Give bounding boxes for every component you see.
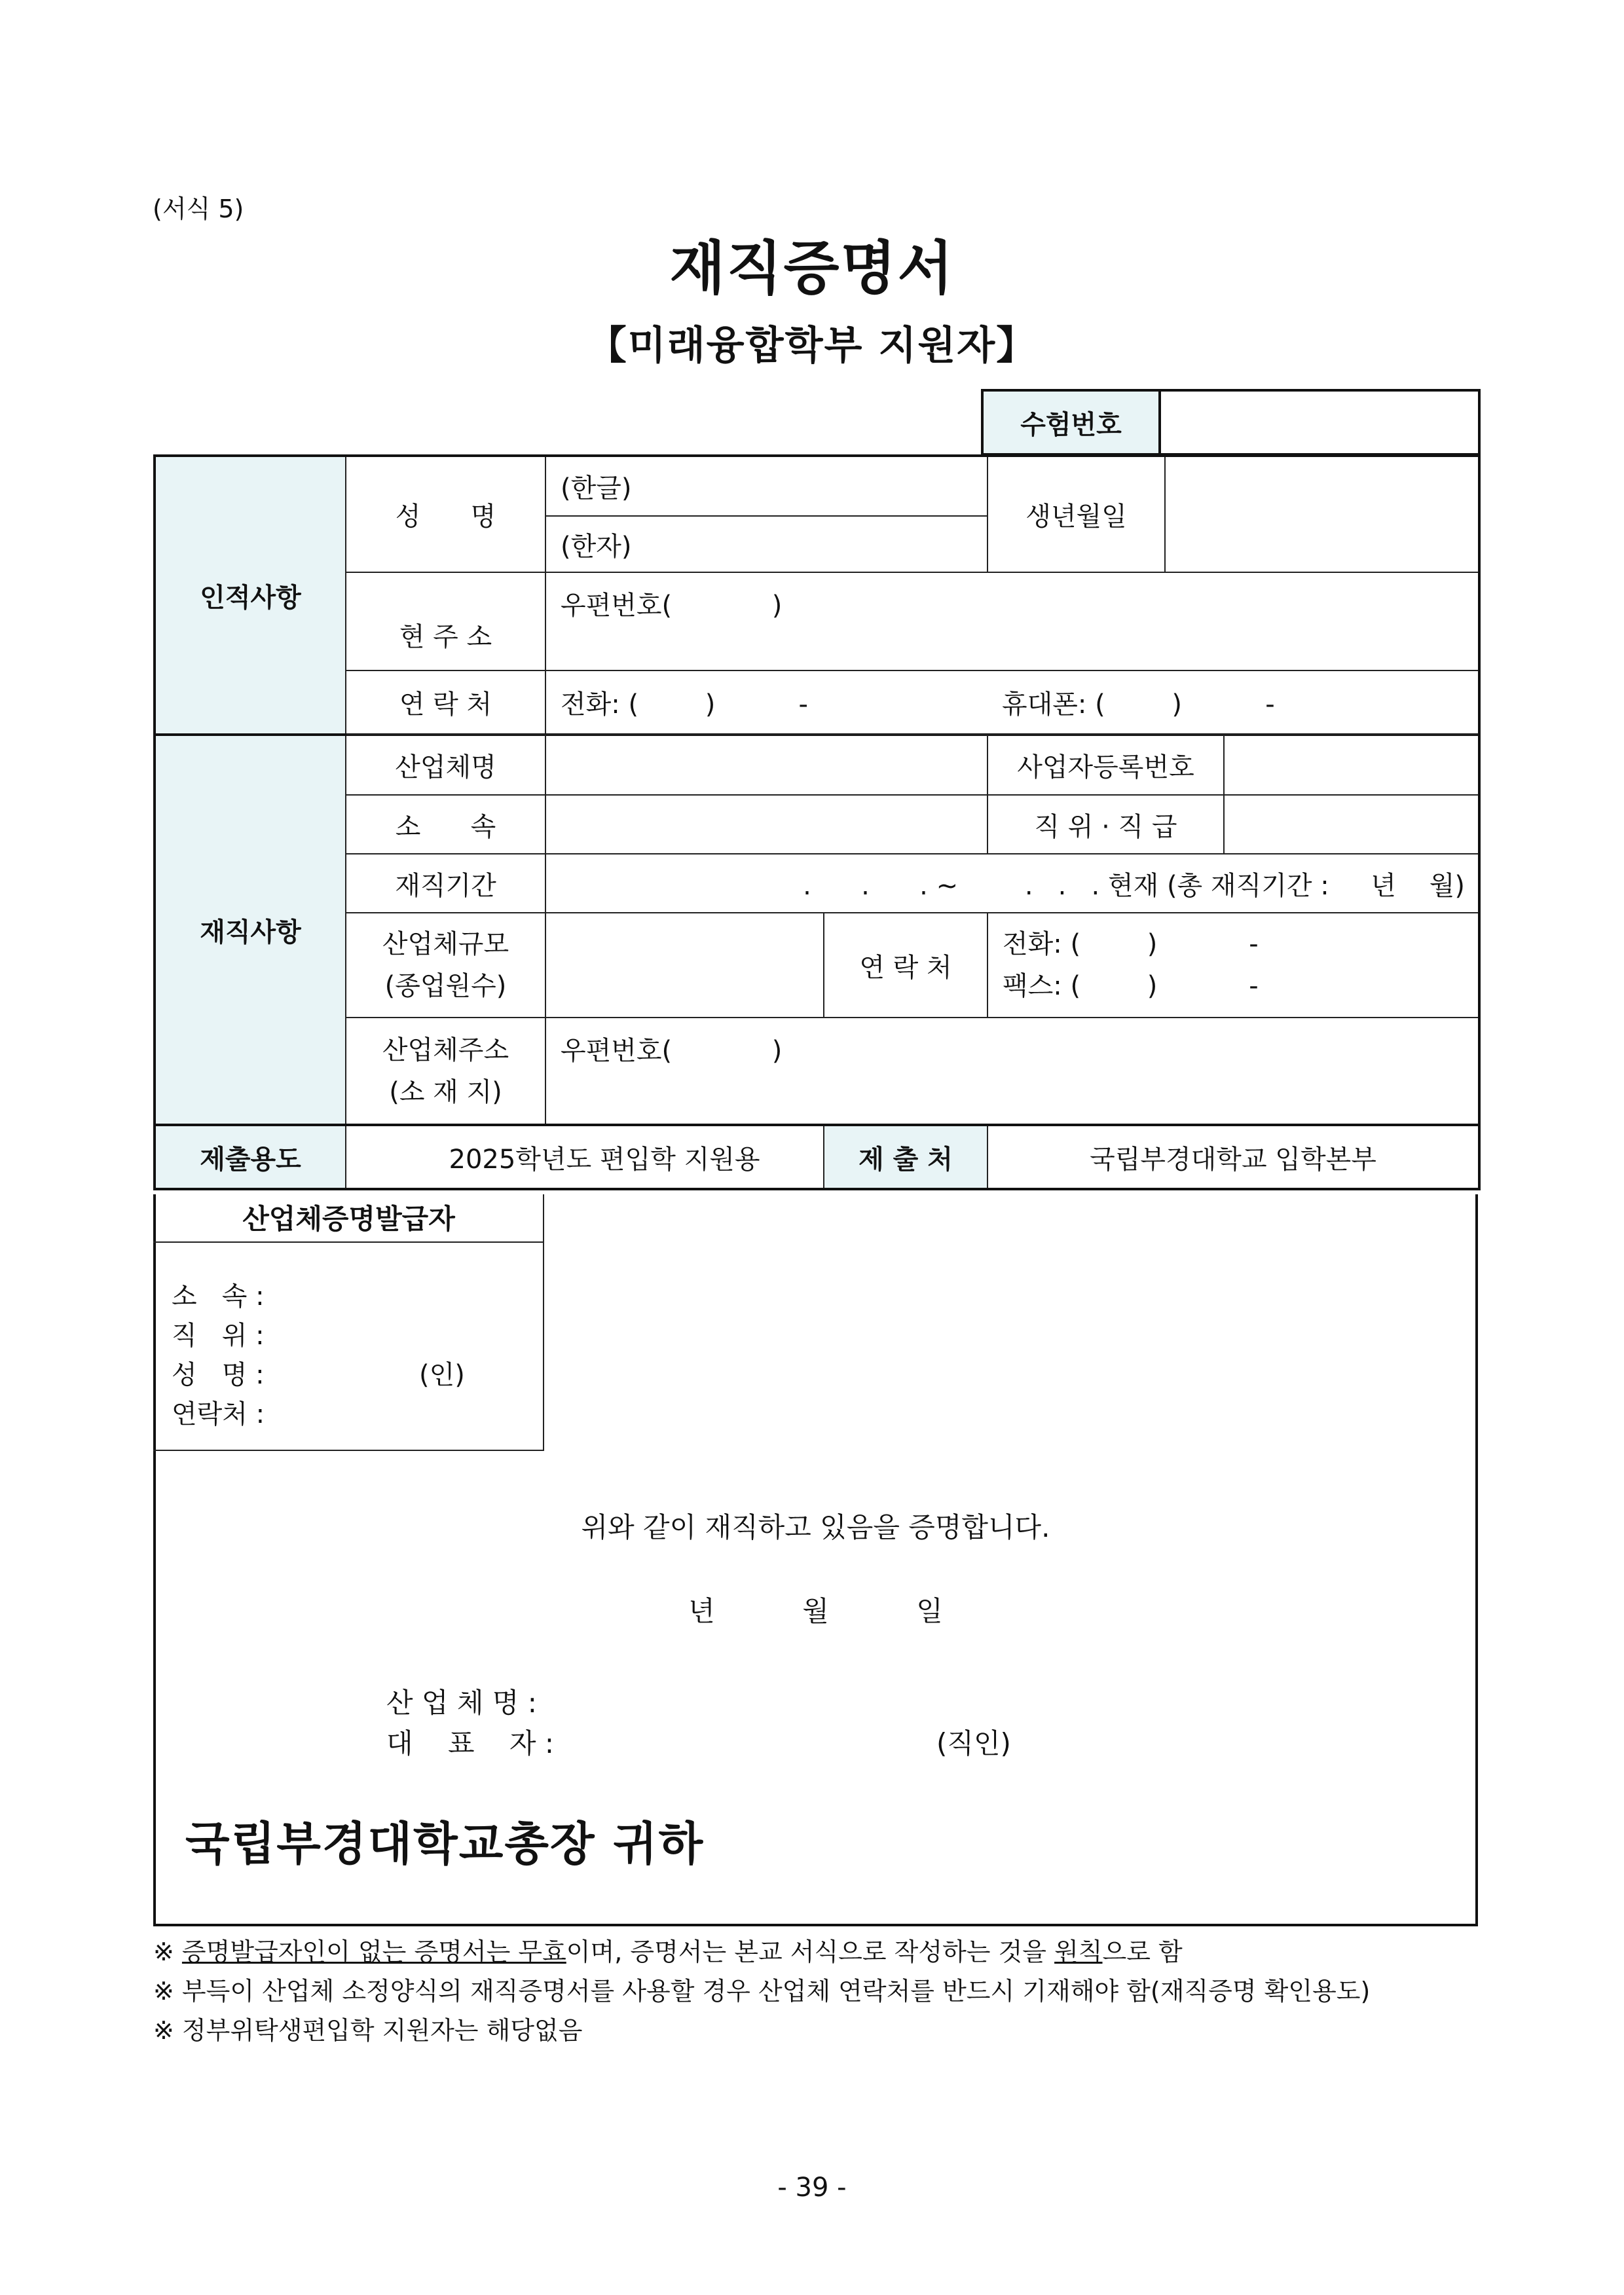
document-title: 재직증명서 <box>669 234 955 302</box>
issuer-name[interactable]: 성 명 : <box>172 1360 265 1390</box>
department-field[interactable] <box>545 795 987 854</box>
form-number-label: (서식 5) <box>153 194 244 223</box>
name-korean-field[interactable]: (한글) <box>545 456 987 516</box>
company-seal: (직인) <box>936 1727 1011 1759</box>
employment-period-label: 재직기간 <box>346 854 545 913</box>
issuer-position[interactable]: 직 위 : <box>172 1321 265 1351</box>
employment-section-header: 재직사항 <box>155 735 346 1125</box>
destination-value: 국립부경대학교 입학본부 <box>987 1125 1479 1189</box>
company-address-label-line2: (소 재 지) <box>389 1076 502 1107</box>
company-address-label <box>346 1018 545 1125</box>
document-subtitle: 【미래융합학부 지원자】 <box>587 323 1037 369</box>
business-reg-label: 사업자등록번호 <box>987 735 1224 795</box>
position-label: 직 위 · 직 급 <box>987 795 1224 854</box>
exam-number-label: 수험번호 <box>982 390 1160 454</box>
contact-label: 연 락 처 <box>346 670 545 735</box>
position-field[interactable] <box>1224 795 1479 854</box>
birthdate-field[interactable] <box>1165 456 1479 572</box>
issuer-title: 산업체증명발급자 <box>153 1196 544 1243</box>
company-size-label-line1: 산업체규모 <box>382 929 509 959</box>
name-hanja-field[interactable]: (한자) <box>545 516 987 572</box>
employment-period-field[interactable]: . . . ~ . . . 현재 (총 재직기간 : 년 월) <box>545 854 1479 913</box>
destination-label-text: 제 출 처 <box>858 1144 953 1175</box>
note-3: ※ 정부위탁생편입학 지원자는 해당없음 <box>153 2016 583 2045</box>
company-contact-label: 연 락 처 <box>824 913 987 1018</box>
company-tel-field[interactable]: 전화: ( ) - <box>1003 929 1259 959</box>
address-field[interactable]: 우편번호( ) <box>545 572 1479 670</box>
page-number: - 39 - <box>777 2173 847 2203</box>
company-name-label: 산업체명 <box>346 735 545 795</box>
company-address-field[interactable]: 우편번호( ) <box>545 1018 1479 1125</box>
signer-representative-label: 대 표 자 : <box>386 1727 555 1759</box>
certificate-form-table <box>153 454 1481 1190</box>
note-1-prefix: ※ <box>153 1937 182 1966</box>
business-reg-field[interactable] <box>1224 735 1479 795</box>
issuer-dept[interactable]: 소 속 : <box>172 1281 265 1312</box>
phone-field[interactable]: 전화: ( ) - <box>545 670 987 735</box>
note-2: ※ 부득이 산업체 소정양식의 재직증명서를 사용할 경우 산업체 연락처를 반드시 기재해야 함(재직증명 확인용도) <box>153 1977 1371 2006</box>
certification-statement: 위와 같이 재직하고 있음을 증명합니다. <box>581 1511 1050 1543</box>
address-label: 현 주 소 <box>346 572 545 670</box>
note-1-underline-1: 증명발급자인이 없는 증명서는 무효 <box>181 1937 566 1966</box>
exam-number-table <box>981 389 1481 456</box>
company-size-field[interactable] <box>545 913 824 1018</box>
department-label: 소 속 <box>346 795 545 854</box>
destination-label <box>824 1125 987 1189</box>
company-size-label-line2: (종업원수) <box>384 971 507 1001</box>
issuer-contact[interactable]: 연락처 : <box>172 1399 265 1429</box>
company-address-label-line1: 산업체주소 <box>382 1035 509 1065</box>
exam-number-field[interactable] <box>1160 390 1479 454</box>
note-1-middle: 이며, 증명서는 본교 서식으로 작성하는 것을 <box>566 1937 1055 1966</box>
personal-section-header: 인적사항 <box>155 456 346 735</box>
addressee: 국립부경대학교총장 귀하 <box>185 1817 705 1871</box>
note-1-end: 으로 함 <box>1102 1937 1183 1966</box>
purpose-label: 제출용도 <box>155 1125 346 1189</box>
issuer-seal: (인) <box>419 1360 465 1390</box>
signer-company-label: 산 업 체 명 : <box>386 1687 537 1719</box>
note-1-underline-2: 원칙 <box>1054 1937 1103 1966</box>
company-fax-field[interactable]: 팩스: ( ) - <box>1003 971 1259 1001</box>
certification-date[interactable]: 년 월 일 <box>688 1595 943 1627</box>
purpose-value: 2025학년도 편입학 지원용 <box>346 1125 824 1189</box>
company-name-field[interactable] <box>545 735 987 795</box>
company-size-label <box>346 913 545 1018</box>
name-label: 성 명 <box>346 456 545 572</box>
mobile-field[interactable]: 휴대폰: ( ) - <box>987 670 1479 735</box>
note-1 <box>153 1932 1183 1968</box>
company-contact-field[interactable] <box>987 913 1479 1018</box>
birthdate-label: 생년월일 <box>987 456 1165 572</box>
